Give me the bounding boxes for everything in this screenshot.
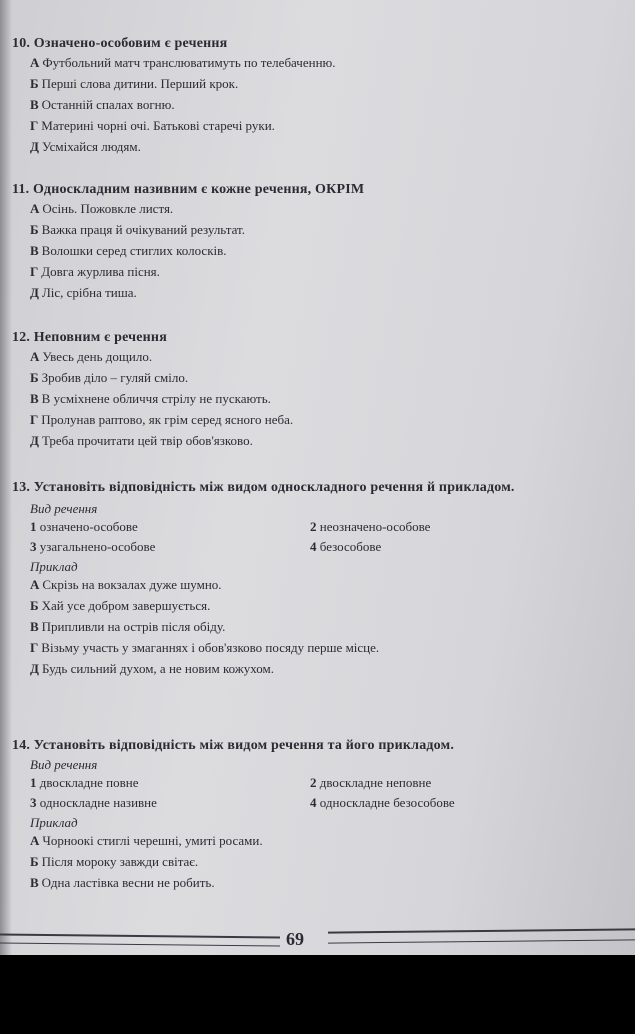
option: А Футбольний матч транслюватимуть по телебаченню. [30, 55, 336, 70]
example-label: Приклад [30, 559, 78, 574]
question-14 [12, 738, 625, 896]
option: В Припливли на острів після обіду. [30, 619, 226, 634]
type-list [30, 519, 625, 555]
option: В Волошки серед стиглих колосків. [30, 243, 227, 258]
type-label: Вид речення [30, 757, 98, 772]
option: Г Материні чорні очі. Батькові старечі руки. [30, 118, 275, 133]
option: Б Важка праця й очікуваний результат. [30, 222, 245, 237]
type-label: Вид речення [30, 501, 98, 516]
footer-rule-right [328, 928, 635, 933]
type-item: 3 узагальнено-особове [30, 539, 156, 554]
option: Д Ліс, срібна тиша. [30, 285, 137, 300]
type-item: 4 безособове [310, 539, 382, 554]
option: Д Треба прочитати цей твір обов'язково. [30, 433, 253, 448]
option: А Чорноокі стиглі черешні, умиті росами. [30, 833, 263, 848]
option: Д Усміхайся людям. [30, 139, 141, 154]
option: В В усміхнене обличчя стрілу не пускають. [30, 391, 271, 406]
question-13-title: 13. Установіть відповідність між видом односкладного речення й прикладом. [12, 480, 515, 495]
option: Г Довга журлива пісня. [30, 264, 160, 279]
question-12-title: 12. Неповним є речення [12, 330, 167, 345]
option: Б Перші слова дитини. Перший крок. [30, 76, 239, 91]
question-10 [12, 36, 625, 160]
example-label: Приклад [30, 815, 78, 830]
option: А Осінь. Пожовкле листя. [30, 201, 174, 216]
question-11-title: 11. Односкладним називним є кожне речення, ОКРІМ [12, 182, 365, 197]
type-item: 3 односкладне називне [30, 795, 157, 810]
footer-rule-right-thin [328, 939, 635, 943]
question-14-title: 14. Установіть відповідність між видом речення та його прикладом. [12, 738, 455, 753]
footer-rule-left [0, 934, 280, 939]
type-item: 2 неозначено-особове [310, 519, 431, 534]
option: Г Пролунав раптово, як грім серед ясного неба. [30, 412, 294, 427]
type-item: 1 означено-особове [30, 519, 138, 534]
option: А Увесь день дощило. [30, 349, 153, 364]
type-item: 1 двоскладне повне [30, 775, 139, 790]
type-item: 2 двоскладне неповне [310, 775, 432, 790]
type-list [30, 775, 625, 811]
page-number: 69 [286, 929, 304, 949]
option: Б Хай усе добром завершується. [30, 598, 211, 613]
option: В Одна ластівка весни не робить. [30, 875, 215, 890]
question-12 [12, 330, 625, 454]
question-11 [12, 182, 625, 306]
option: Б Після мороку завжди світає. [30, 854, 199, 869]
question-10-title: 10. Означено-особовим є речення [12, 36, 228, 51]
type-item: 4 односкладне безособове [310, 795, 455, 810]
option: Б Зробив діло – гуляй сміло. [30, 370, 189, 385]
option: Д Будь сильний духом, а не новим кожухом. [30, 661, 275, 676]
footer-rule-left-thin [0, 943, 280, 947]
option: А Скрізь на вокзалах дуже шумно. [30, 577, 222, 592]
option: В Останній спалах вогню. [30, 97, 175, 112]
option: Г Візьму участь у змаганнях і обов'язково посяду перше місце. [30, 640, 380, 655]
question-13 [12, 478, 625, 682]
